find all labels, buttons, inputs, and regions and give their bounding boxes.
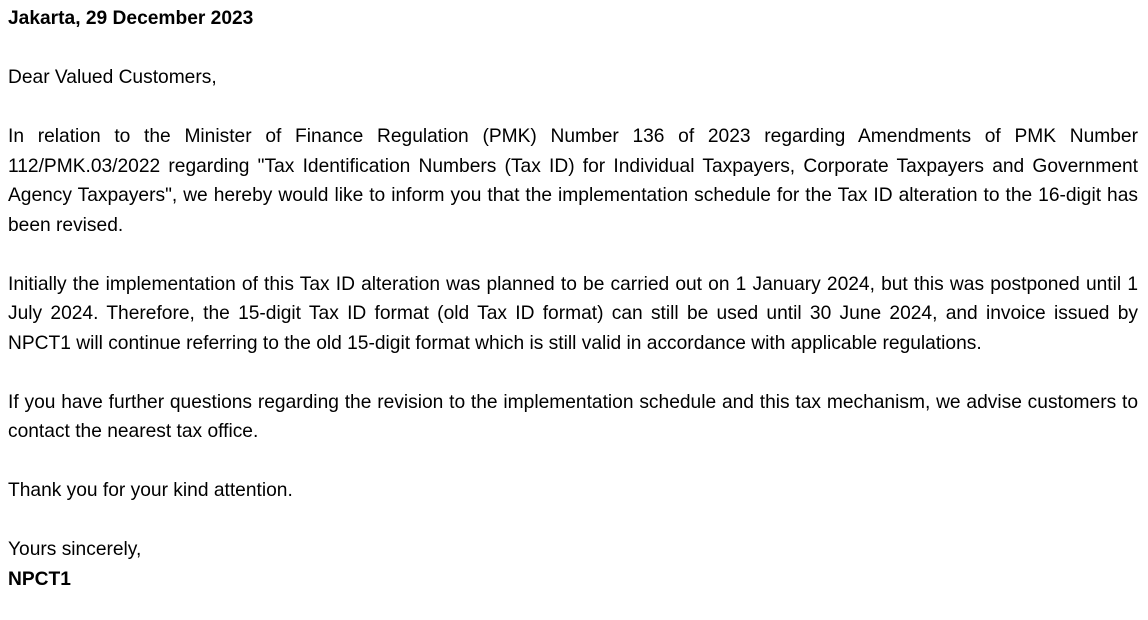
letter-closing: Yours sincerely, <box>8 539 142 560</box>
letter-date: Jakarta, 29 December 2023 <box>8 8 254 29</box>
paragraph-implementation-postponed: Initially the implementation of this Tax ID alteration was planned to be carried out on 1 January 2024, but this was postponed until 1 July 2024. Therefore, the 15-digit Tax ID format (old Tax ID format) can still be used until 30 June 2024, and invoice issued by NPCT1 will continue referring to the old 15-digit format which is still valid in accordance with applicable regulations. <box>8 273 1138 354</box>
paragraph-pmk-regulation: In relation to the Minister of Finance Regulation (PMK) Number 136 of 2023 regarding Amendments of PMK Number 112/PMK.03/2022 regarding "Tax Identification Numbers (Tax ID) for Individual Taxpayers, Corporate Taxpayers and Government Agency Taxpayers", we hereby would like to inform you that the implementation schedule for the Tax ID alteration to the 16-digit has been revised. <box>8 126 1138 236</box>
paragraph-further-questions: If you have further questions regarding the revision to the implementation schedule and this tax mechanism, we advise customers to contact the nearest tax office. <box>8 391 1138 442</box>
paragraph-thank-you: Thank you for your kind attention. <box>8 480 293 501</box>
letter-salutation: Dear Valued Customers, <box>8 67 217 88</box>
letter-signatory: NPCT1 <box>8 568 71 590</box>
